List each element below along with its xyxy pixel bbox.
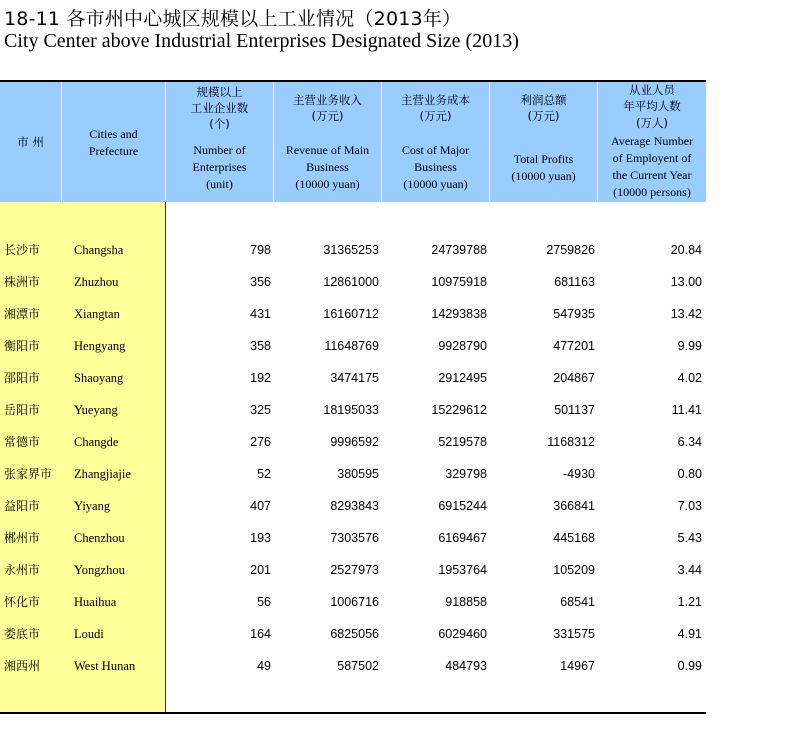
city-cn: 郴州市 [4,531,41,545]
city-en: Loudi [74,627,104,641]
city-cn: 永州市 [4,563,41,577]
enterprises-value: 201 [250,563,271,577]
profit-value: 366841 [553,499,595,513]
cost-value: 2912495 [438,371,487,385]
header-enterprises-en3: (unit) [206,177,233,191]
header-city-cn-label: 市 州 [17,135,44,149]
header-city-en-line2: Prefecture [88,144,139,158]
profit-value: 445168 [553,531,595,545]
city-en: Yiyang [74,499,111,513]
table-row [0,554,706,586]
city-cn: 邵阳市 [4,371,41,385]
cost-value: 918858 [445,595,487,609]
revenue-value: 12861000 [323,275,379,289]
employees-value: 20.84 [670,243,702,257]
header-profit-en1: Total Profits [513,152,574,166]
header-enterprises-cn1: 规模以上 [196,85,243,99]
enterprises-value: 325 [250,403,271,417]
table-row [0,234,706,266]
table-row [0,362,706,394]
city-en: Changsha [74,243,124,257]
city-cn: 株洲市 [4,275,41,289]
revenue-value: 9996592 [330,435,379,449]
employees-value: 3.44 [677,563,702,577]
employees-value: 0.80 [677,467,702,481]
enterprises-value: 193 [250,531,271,545]
header-cost-en2: Business [414,160,457,174]
city-cn: 张家界市 [4,467,53,481]
employees-value: 0.99 [677,659,702,673]
city-en: Xiangtan [74,307,120,321]
cost-value: 24739788 [431,243,487,257]
city-cn: 湘潭市 [4,307,41,321]
profit-value: -4930 [563,467,595,481]
profit-value: 547935 [553,307,595,321]
header-city-cn [0,82,62,202]
profit-value: 1168312 [547,435,595,449]
cost-value: 5219578 [438,435,487,449]
table-row [0,458,706,490]
header-cost-cn2: (万元) [419,109,452,123]
city-en: West Hunan [74,659,136,673]
table-row [0,426,706,458]
table-row [0,522,706,554]
table-row [0,618,706,650]
revenue-value: 6825056 [330,627,379,641]
header-profit-cn1: 利润总额 [520,93,567,107]
city-cn: 娄底市 [4,627,41,641]
header-employees-cn1: 从业人员 [629,83,675,97]
city-en: Chenzhou [74,531,125,545]
profit-value: 105209 [553,563,595,577]
profit-value: 2759826 [546,243,595,257]
employees-value: 5.43 [677,531,702,545]
revenue-value: 8293843 [330,499,379,513]
table-row [0,650,706,682]
revenue-value: 16160712 [323,307,379,321]
header-employees-cn3: (万人) [636,116,668,130]
header-employees-en3: the Current Year [612,168,692,182]
city-cn: 衡阳市 [4,339,41,353]
enterprises-value: 52 [257,467,271,481]
enterprises-value: 276 [250,435,271,449]
city-en: Shaoyang [74,371,124,385]
header-employees [598,82,706,202]
city-cn: 长沙市 [4,243,41,257]
employees-value: 13.42 [670,307,702,321]
enterprises-value: 407 [250,499,271,513]
header-employees-en2: of Employent of [612,151,692,165]
city-cn: 常德市 [4,435,41,449]
enterprises-value: 431 [250,307,271,321]
header-employees-en1: Average Number [610,134,694,148]
city-en: Zhuzhou [74,275,119,289]
header-enterprises-en1: Number of [193,143,246,157]
header-enterprises-en2: Enterprises [192,160,247,174]
employees-value: 1.21 [677,595,702,609]
cost-value: 484793 [445,659,487,673]
revenue-value: 18195033 [323,403,379,417]
revenue-value: 7303576 [330,531,379,545]
header-enterprises-cn2: 工业企业数 [190,101,249,115]
profit-value: 68541 [560,595,595,609]
header-city-en [62,82,166,202]
cost-value: 329798 [445,467,487,481]
enterprises-value: 164 [250,627,271,641]
header-cost-en1: Cost of Major [401,143,470,157]
header-profit-en2: (10000 yuan) [511,169,576,183]
table-row [0,266,706,298]
enterprises-value: 798 [250,243,271,257]
header-profit-cn2: (万元) [527,109,560,123]
header-employees-en4: (10000 persons) [613,185,691,199]
enterprises-value: 356 [250,275,271,289]
table-row [0,330,706,362]
header-cost-en3: (10000 yuan) [403,177,468,191]
header-city-en-line1: Cities and [89,127,138,141]
employees-value: 11.41 [671,403,702,417]
city-cn: 湘西州 [4,659,41,673]
revenue-value: 31365253 [323,243,379,257]
header-employees-cn2: 年平均人数 [623,99,681,113]
cost-value: 15229612 [431,403,487,417]
profit-value: 14967 [560,659,595,673]
city-en: Yueyang [74,403,118,417]
profit-value: 501137 [554,403,595,417]
revenue-value: 11648769 [324,339,379,353]
city-cn: 怀化市 [4,595,41,609]
city-en: Zhangjiajie [74,467,131,481]
revenue-value: 1006716 [330,595,379,609]
table-row [0,394,706,426]
city-en: Yongzhou [74,563,125,577]
city-cn: 岳阳市 [4,403,41,417]
cost-value: 9928790 [438,339,487,353]
employees-value: 7.03 [677,499,702,513]
city-cn: 益阳市 [4,499,41,513]
profit-value: 204867 [553,371,595,385]
header-profit [490,82,598,202]
city-en: Huaihua [74,595,117,609]
cost-value: 6915244 [438,499,487,513]
revenue-value: 3474175 [330,371,379,385]
bottom-rule [0,712,706,714]
table-row [0,490,706,522]
cost-value: 10975918 [431,275,487,289]
header-revenue-cn1: 主营业务收入 [293,93,362,107]
header-revenue-en3: (10000 yuan) [295,177,360,191]
enterprises-value: 56 [257,595,271,609]
employees-value: 6.34 [677,435,702,449]
header-revenue-cn2: (万元) [311,109,344,123]
cost-value: 6169467 [438,531,487,545]
table-row [0,586,706,618]
header-enterprises-cn3: (个) [209,117,230,131]
enterprises-value: 49 [257,659,271,673]
employees-value: 9.99 [677,339,702,353]
city-en: Changde [74,435,119,449]
table-title-chinese: 18-11 各市州中心城区规模以上工业情况（2013年） [4,8,462,30]
profit-value: 477201 [553,339,595,353]
header-cost-cn1: 主营业务成本 [401,93,470,107]
city-en: Hengyang [74,339,126,353]
enterprises-value: 358 [250,339,271,353]
cost-value: 14293838 [431,307,487,321]
revenue-value: 587502 [337,659,379,673]
header-enterprises [166,82,274,202]
cost-value: 6029460 [438,627,487,641]
header-cost [382,82,490,202]
enterprises-value: 192 [250,371,271,385]
header-revenue [274,82,382,202]
header-revenue-en2: Business [306,160,349,174]
table-row [0,298,706,330]
table-title-english: City Center above Industrial Enterprises Designated Size (2013) [4,30,519,52]
cost-value: 1953764 [438,563,487,577]
employees-value: 4.91 [677,627,702,641]
revenue-value: 380595 [337,467,379,481]
header-revenue-en1: Revenue of Main [285,143,370,157]
profit-value: 681163 [554,275,595,289]
profit-value: 331575 [553,627,595,641]
revenue-value: 2527973 [330,563,379,577]
employees-value: 13.00 [670,275,702,289]
employees-value: 4.02 [677,371,702,385]
